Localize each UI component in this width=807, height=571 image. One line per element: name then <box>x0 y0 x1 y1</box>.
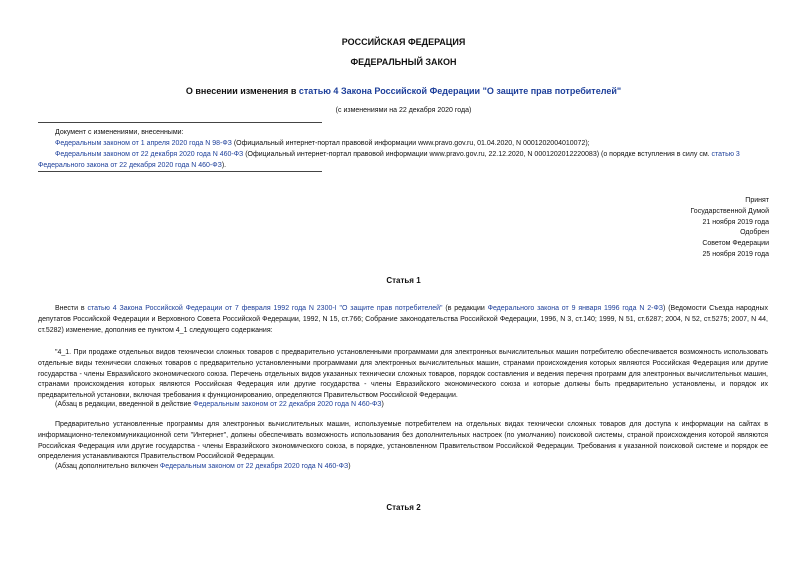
article-1-paragraph-1 <box>38 304 768 336</box>
approved-by: Советом Федерации <box>702 240 769 248</box>
change-item-1-text: (Официальный интернет-портал правовой информации www.pravo.gov.ru, 01.04.2020, N 0001202004010072); <box>231 140 590 147</box>
acceptance-block <box>569 196 769 261</box>
p2-text: "4_1. При продаже отдельных видов технически сложных товаров с предварительно установленными программами для электронных вычислительных машин потребителю обеспечивается возможность использовать отдельные виды технически сложных товаров с предварительно установленными программами для электронных вычислительных машин, странами происхождения которых являются Российская Федерация или другие государства - члены Евразийского экономического союза. Перечень отдельных видов указанных технически сложных товаров, порядок составления и ведения перечня программ для электронных вычислительных машин, странами происхождения которых являются Российская Федерация или другие государства - члены Евразийского экономического союза и которые должны быть предварительно установлены, и порядок их предварительной установки, включая требования к функционированию, определяются Правительством Российской Федерации. <box>38 349 768 400</box>
law-title <box>0 86 807 96</box>
law-type-heading: ФЕДЕРАЛЬНЫЙ ЗАКОН <box>350 57 457 67</box>
p1-post: ) (Ведомости Съезда народных депутатов Российской Федерации и Верховного Совета Российской Федерации, 1992, N 15, ст.766; Собрание законодательства Российской Федерации, 1996, N 3, ст.140; 1999, N 51, ст.6287; 2004, N 52, ст.5275; 2007, N 44, ст.5282) изменение, дополнив ее пунктом 4_1 следующего содержания: <box>38 305 768 334</box>
note-1-link[interactable]: Федеральным законом от 22 декабря 2020 года N 460-ФЗ <box>193 401 382 408</box>
note-2-post: ) <box>348 463 351 470</box>
article-1-paragraph-2 <box>38 348 768 402</box>
change-item-1 <box>38 138 768 149</box>
change-item-2-end: ). <box>221 162 227 169</box>
accepted-by: Государственной Думой <box>690 207 769 215</box>
note-2 <box>55 463 351 470</box>
law-title-text: О внесении изменения в <box>185 86 299 96</box>
changes-box <box>38 127 768 171</box>
note-2-link[interactable]: Федеральным законом от 22 декабря 2020 года N 460-ФЗ <box>159 463 349 470</box>
change-item-2 <box>38 149 768 171</box>
p1-law-link[interactable]: статью 4 Закона Российской Федерации от 7 февраля 1992 года N 2300-I "О защите прав потребителей" <box>87 305 443 312</box>
top-divider <box>38 122 322 123</box>
edition-note: (с изменениями на 22 декабря 2020 года) <box>335 107 472 114</box>
p1-pre: Внести в <box>55 305 88 312</box>
approved-label: Одобрен <box>740 229 769 237</box>
note-1-pre: (Абзац в редакции, введенной в действие <box>55 401 194 408</box>
country-heading: РОССИЙСКАЯ ФЕДЕРАЦИЯ <box>341 37 466 47</box>
change-item-2-link[interactable]: Федеральным законом от 22 декабря 2020 года N 460-ФЗ <box>55 151 244 158</box>
p1-mid: (в редакции <box>442 305 488 312</box>
article-1-heading: Статья 1 <box>386 276 421 285</box>
article-1-paragraph-3 <box>38 420 768 463</box>
change-item-2-article-link[interactable]: статью 3 Федерального закона от 22 декабря 2020 года N 460-ФЗ <box>38 151 740 169</box>
note-2-pre: (Абзац дополнительно включен <box>55 463 160 470</box>
p1-federal-law-link[interactable]: Федерального закона от 9 января 1996 года N 2-ФЗ <box>487 305 664 312</box>
change-item-2-text: (Официальный интернет-портал правовой информации www.pravo.gov.ru, 22.12.2020, N 0001202012220083) (о порядке вступления в силу см. <box>243 151 712 158</box>
change-item-1-link[interactable]: Федеральным законом от 1 апреля 2020 года N 98-ФЗ <box>55 140 232 147</box>
note-1 <box>55 401 384 408</box>
article-2-heading: Статья 2 <box>386 503 421 512</box>
changes-label: Документ с изменениями, внесенными: <box>55 129 184 136</box>
p3-text: Предварительно установленные программы для электронных вычислительных машин, используемые потребителем на отдельных видах технически сложных товаров для доступа к информации на сайтах в информационно-телекоммуникационной сети "Интернет", должны обеспечивать возможность использования без дополнительных настроек (по умолчанию) поисковой системы, страной происхождения которой являются Российская Федерация или другие государства - члены Евразийского экономического союза, в порядке, установленном Правительством Российской Федерации. Требования к указанной поисковой системе и порядок ее определения устанавливаются Правительством Российской Федерации. <box>38 421 768 461</box>
law-title-link[interactable]: статью 4 Закона Российской Федерации "О защите прав потребителей" <box>298 86 622 96</box>
note-1-post: ) <box>381 401 384 408</box>
approved-date: 25 ноября 2019 года <box>702 250 769 258</box>
accepted-label: Принят <box>745 197 769 204</box>
accepted-date: 21 ноября 2019 года <box>702 218 769 226</box>
bottom-divider <box>38 171 322 172</box>
